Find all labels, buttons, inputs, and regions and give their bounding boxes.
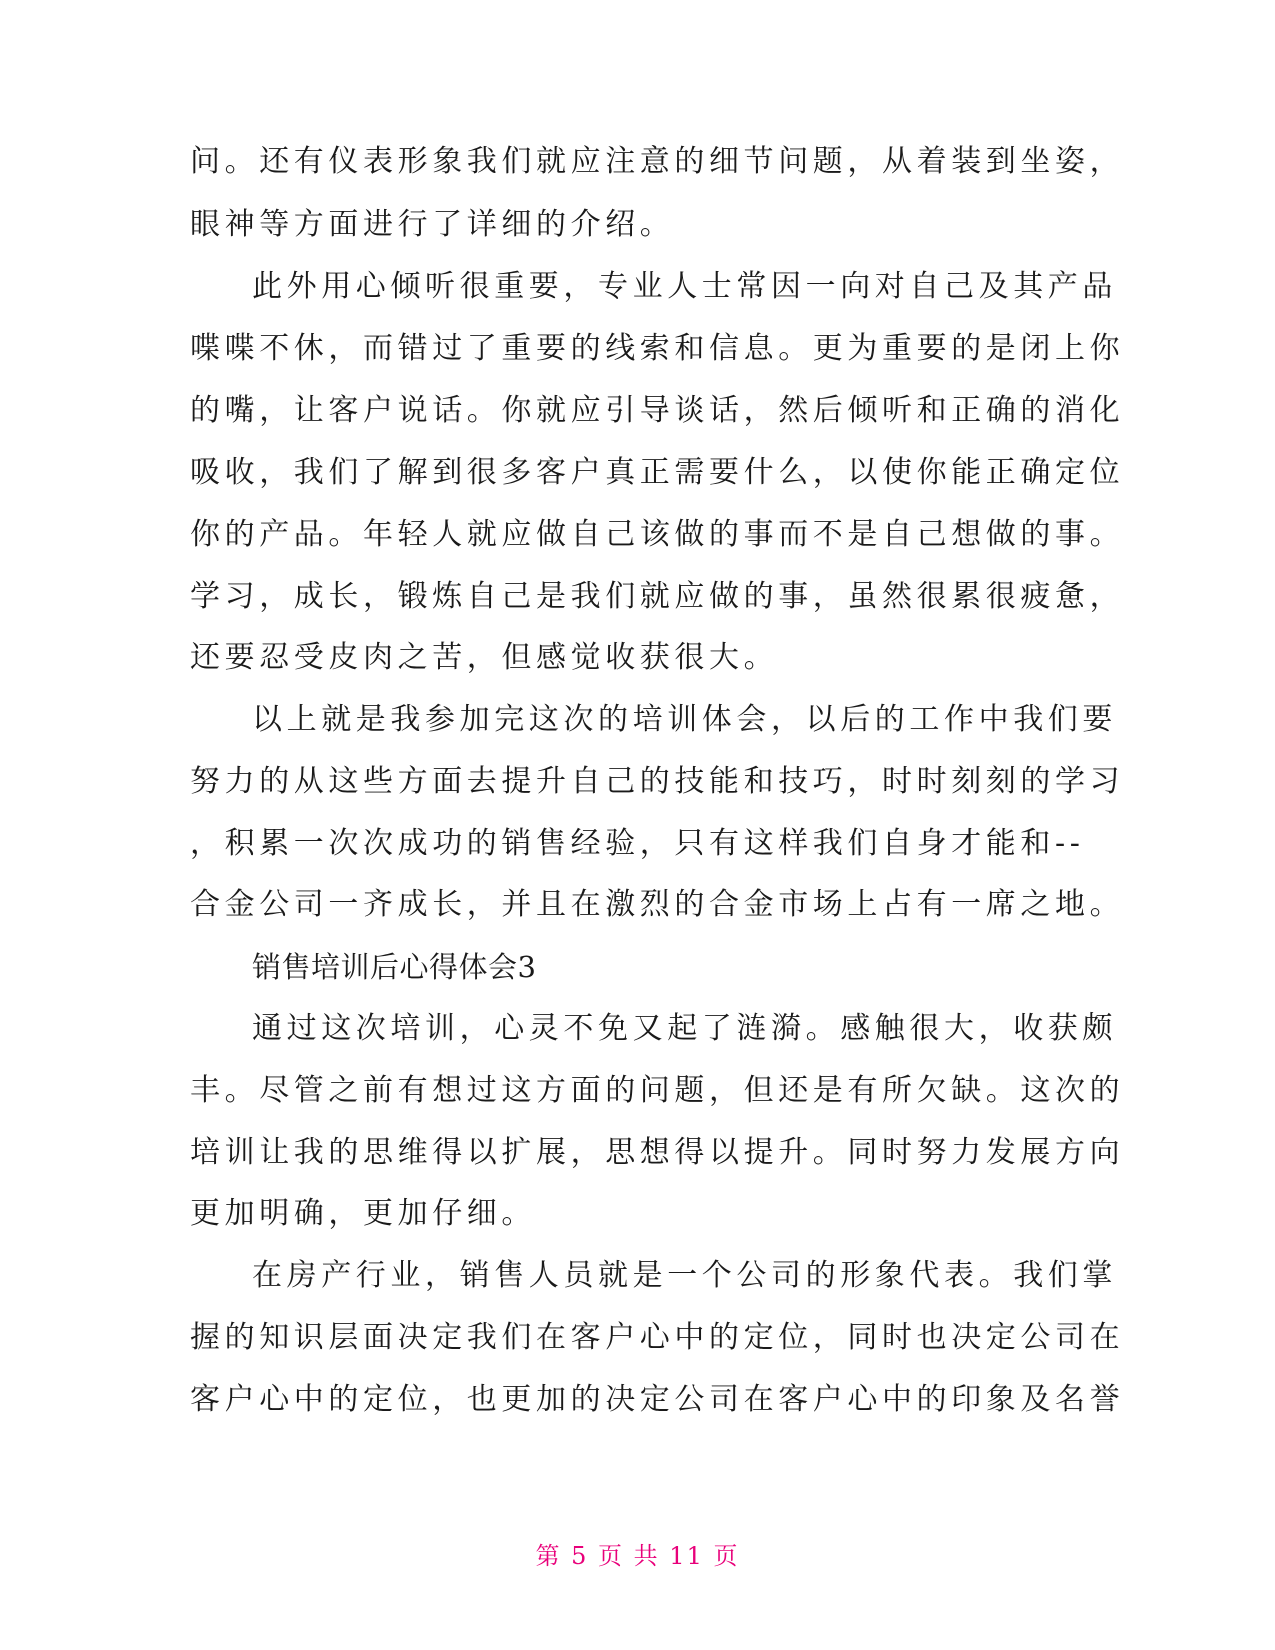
paragraph-line: [0, 515, 1275, 555]
paragraph-line: [0, 267, 1275, 307]
paragraph-line: [0, 453, 1275, 493]
line-text: 还要忍受皮肉之苦，但感觉收获很大。: [190, 640, 779, 675]
line-text: 以上就是我参加完这次的培训体会，以后的工作中我们要: [252, 702, 1117, 737]
line-text: 问。还有仪表形象我们就应注意的细节问题，从着装到坐姿，: [190, 144, 1125, 179]
line-text: 学习，成长，锻炼自己是我们就应做的事，虽然很累很疲惫，: [190, 579, 1125, 614]
paragraph-line: [0, 1318, 1275, 1358]
paragraph-line: [0, 1071, 1275, 1111]
paragraph-line: [0, 885, 1275, 925]
section-heading: [0, 947, 1275, 987]
line-text: 吸收，我们了解到很多客户真正需要什么，以使你能正确定位: [190, 455, 1125, 490]
line-text: 握的知识层面决定我们在客户心中的定位，同时也决定公司在: [190, 1320, 1125, 1355]
paragraph-line: [0, 329, 1275, 369]
paragraph-line: [0, 1194, 1275, 1234]
line-text: 眼神等方面进行了详细的介绍。: [190, 207, 675, 242]
line-text: 通过这次培训，心灵不免又起了涟漪。感触很大，收获颇: [252, 1011, 1117, 1046]
line-text: 客户心中的定位，也更加的决定公司在客户心中的印象及名誉: [190, 1382, 1125, 1417]
paragraph-line: [0, 638, 1275, 678]
paragraph-line: [0, 1380, 1275, 1420]
paragraph-line: [0, 824, 1275, 864]
line-text: 在房产行业，销售人员就是一个公司的形象代表。我们掌: [252, 1258, 1117, 1293]
paragraph-line: [0, 391, 1275, 431]
line-text: 此外用心倾听很重要，专业人士常因一向对自己及其产品: [252, 269, 1117, 304]
line-text: 努力的从这些方面去提升自己的技能和技巧，时时刻刻的学习: [190, 764, 1125, 799]
paragraph-line: [0, 700, 1275, 740]
paragraph-line: [0, 205, 1275, 245]
line-text: ，积累一次次成功的销售经验，只有这样我们自身才能和--: [190, 826, 1085, 861]
paragraph-line: [0, 762, 1275, 802]
heading-text: 销售培训后心得体会3: [252, 950, 537, 984]
paragraph-line: [0, 577, 1275, 617]
page-number-footer: 第 5 页 共 11 页: [535, 1542, 740, 1570]
line-text: 喋喋不休，而错过了重要的线索和信息。更为重要的是闭上你: [190, 331, 1125, 366]
paragraph-line: [0, 1133, 1275, 1173]
paragraph-line: [0, 1009, 1275, 1049]
line-text: 合金公司一齐成长，并且在激烈的合金市场上占有一席之地。: [190, 887, 1125, 922]
paragraph-line: [0, 142, 1275, 182]
line-text: 培训让我的思维得以扩展，思想得以提升。同时努力发展方向: [190, 1135, 1125, 1170]
paragraph-line: [0, 1256, 1275, 1296]
line-text: 你的产品。年轻人就应做自己该做的事而不是自己想做的事。: [190, 517, 1125, 552]
line-text: 丰。尽管之前有想过这方面的问题，但还是有所欠缺。这次的: [190, 1073, 1125, 1108]
line-text: 的嘴，让客户说话。你就应引导谈话，然后倾听和正确的消化: [190, 393, 1125, 428]
line-text: 更加明确，更加仔细。: [190, 1196, 536, 1231]
